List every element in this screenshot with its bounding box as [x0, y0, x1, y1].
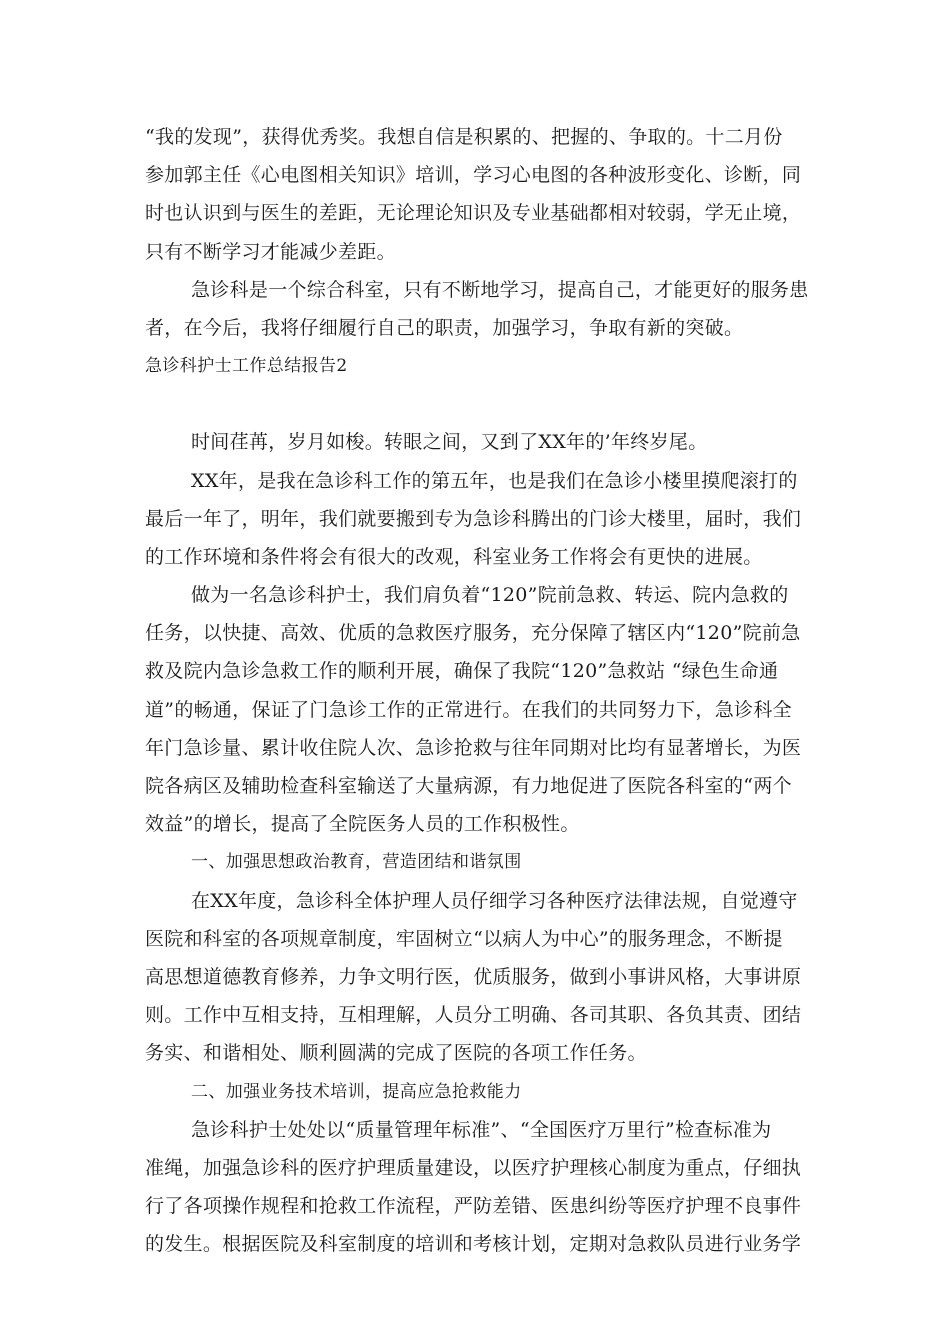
- text-line: XX年，是我在急诊科工作的第五年，也是我们在急诊小楼里摸爬滚打的: [191, 469, 798, 492]
- section-title: 急诊科护士工作总结报告2: [145, 356, 348, 377]
- text-line: 任务，以快捷、高效、优质的急救医疗服务，充分保障了辖区内“120”院前急: [145, 622, 801, 645]
- text-line: 的发生。根据医院及科室制度的培训和考核计划，定期对急救队员进行业务学: [145, 1233, 802, 1256]
- paragraph-1: [145, 118, 809, 271]
- text-line: 只有不断学习才能减少差距。: [145, 240, 396, 263]
- paragraph-3: [145, 423, 809, 461]
- text-line: 救及院内急诊急救工作的顺利开展，确保了我院“120”急救站 “绿色生命通: [145, 660, 779, 683]
- paragraph-4: [145, 462, 809, 577]
- text-line: 参加郭主任《心电图相关知识》培训，学习心电图的各种波形变化、诊断，同: [145, 164, 802, 187]
- blank-line: [145, 385, 809, 423]
- text-line: “我的发现”，获得优秀奖。我想自信是积累的、把握的、争取的。十二月份: [145, 126, 783, 148]
- paragraph-5: [145, 576, 809, 843]
- text-line: 务实、和谐相处、顺利圆满的完成了医院的各项工作任务。: [145, 1042, 647, 1065]
- text-line: 则。工作中互相支持，互相理解，人员分工明确、各司其职、各负其责、团结: [145, 1004, 802, 1027]
- document-page: [145, 118, 809, 1263]
- text-line: 行了各项操作规程和抢救工作流程，严防差错、医患纠纷等医疗护理不良事件: [145, 1195, 802, 1218]
- text-line: 年门急诊量、累计收住院人次、急诊抢救与往年同期对比均有显著增长，为医: [145, 736, 802, 759]
- text-line: 的工作环境和条件将会有很大的改观，科室业务工作将会有更快的进展。: [145, 545, 763, 568]
- text-line: 时间荏苒，岁月如梭。转眼之间，又到了XX年的’年终岁尾。: [191, 431, 708, 454]
- text-line: 者，在今后，我将仔细履行自己的职责，加强学习，争取有新的突破。: [145, 316, 744, 339]
- text-line: 高思想道德教育修养，力争文明行医，优质服务，做到小事讲风格，大事讲原: [145, 965, 802, 988]
- paragraph-7: [145, 1111, 809, 1264]
- text-line: 院各病区及辅助检查科室输送了大量病源，有力地促进了医院各科室的“两个: [145, 775, 792, 797]
- text-line: 急诊科护士处处以“质量管理年标准”、“全国医疗万里行”检查标准为: [191, 1118, 772, 1141]
- text-line: 时也认识到与医生的差距，无论理论知识及专业基础都相对较弱，学无止境，: [145, 202, 802, 225]
- text-line: 做为一名急诊科护士，我们肩负着“120”院前急救、转运、院内急救的: [191, 584, 789, 607]
- subheading-2: 二、加强业务技术培训，提高应急抢救能力: [191, 1081, 522, 1102]
- subheading-1: 一、加强思想政治教育，营造团结和谐氛围: [191, 852, 522, 873]
- paragraph-2: [145, 271, 809, 347]
- text-line: 医院和科室的各项规章制度，牢固树立“以病人为中心”的服务理念，不断提: [145, 927, 783, 950]
- text-line: 道”的畅通，保证了门急诊工作的正常进行。在我们的共同努力下，急诊科全: [145, 698, 792, 721]
- text-line: 急诊科是一个综合科室，只有不断地学习，提高自己，才能更好的服务患: [191, 278, 809, 301]
- text-line: 最后一年了，明年，我们就要搬到专为急诊科腾出的门诊大楼里，届时，我们: [145, 507, 802, 530]
- text-line: 效益”的增长，提高了全院医务人员的工作积极性。: [145, 813, 580, 836]
- text-line: 准绳，加强急诊科的医疗护理质量建设，以医疗护理核心制度为重点，仔细执: [145, 1156, 802, 1179]
- text-line: 在XX年度，急诊科全体护理人员仔细学习各种医疗法律法规，自觉遵守: [191, 889, 798, 912]
- paragraph-6: [145, 882, 809, 1073]
